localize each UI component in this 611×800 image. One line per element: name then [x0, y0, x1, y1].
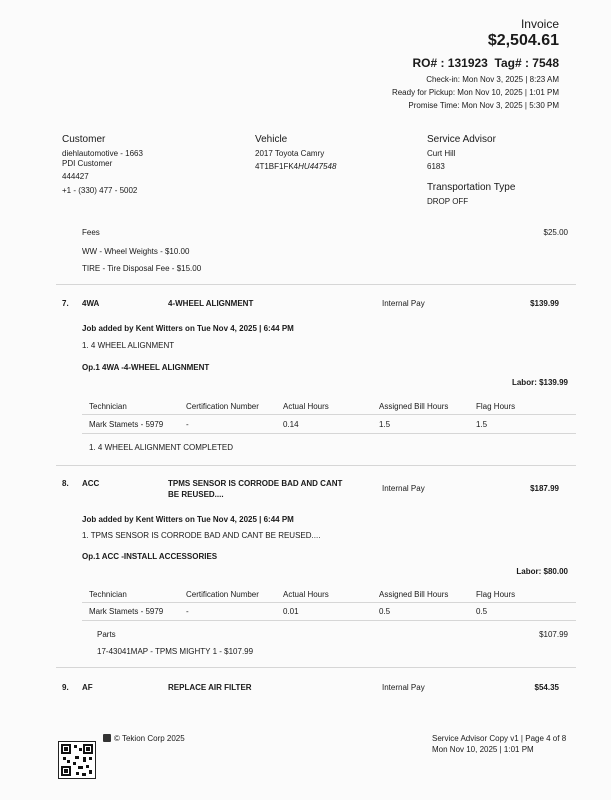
- parts-amount: $107.99: [539, 630, 568, 639]
- col-actual-hours: Actual Hours: [283, 402, 329, 411]
- col-technician: Technician: [89, 590, 127, 599]
- job-labor: Labor: $139.99: [511, 378, 568, 387]
- tag-number: Tag# : 7548: [494, 56, 559, 70]
- job-pay-type: Internal Pay: [382, 683, 425, 692]
- customer-phone: +1 - (330) 477 - 5002: [62, 186, 138, 195]
- parts-title: Parts: [97, 630, 116, 639]
- ro-number: RO# : 131923: [412, 56, 488, 70]
- transport-type: DROP OFF: [427, 197, 469, 206]
- job-concern: 1. 4 WHEEL ALIGNMENT: [82, 341, 175, 350]
- invoice-total: $2,504.61: [487, 32, 559, 49]
- col-certification: Certification Number: [186, 402, 259, 411]
- divider: [56, 667, 576, 668]
- job-completion-note: 1. 4 WHEEL ALIGNMENT COMPLETED: [89, 443, 234, 452]
- job-added: Job added by Kent Witters on Tue Nov 4, 2025 | 6:44 PM: [82, 515, 294, 524]
- job-concern: 1. TPMS SENSOR IS CORRODE BAD AND CANT BE REUSED....: [82, 531, 321, 540]
- col-assigned-hours: Assigned Bill Hours: [379, 402, 449, 411]
- vehicle-model: 2017 Toyota Camry: [255, 149, 325, 158]
- vehicle-heading: Vehicle: [255, 134, 288, 145]
- table-divider: [82, 414, 576, 415]
- col-flag-hours: Flag Hours: [476, 590, 516, 599]
- vin-prefix: 4T1BF1FK4: [255, 162, 299, 171]
- table-divider: [82, 602, 576, 603]
- job-number: 7.: [62, 299, 69, 308]
- ready-time: Ready for Pickup: Mon Nov 10, 2025 | 1:01 PM: [391, 88, 559, 97]
- job-amount: $139.99: [530, 299, 559, 308]
- job-pay-type: Internal Pay: [382, 484, 425, 493]
- fees-amount: $25.00: [543, 228, 568, 237]
- vehicle-vin: [255, 162, 336, 171]
- ro-tag-line: [412, 56, 559, 70]
- fee-item: WW - Wheel Weights - $10.00: [82, 247, 190, 256]
- advisor-number: 6183: [427, 162, 445, 171]
- fee-item: TIRE - Tire Disposal Fee - $15.00: [82, 264, 202, 273]
- col-technician: Technician: [89, 402, 127, 411]
- tech-flag: 0.5: [476, 607, 488, 616]
- job-operation: Op.1 ACC -INSTALL ACCESSORIES: [82, 552, 218, 561]
- job-title: REPLACE AIR FILTER: [168, 683, 252, 692]
- divider: [56, 284, 576, 285]
- customer-line2: PDI Customer: [62, 159, 113, 168]
- advisor-name: Curt Hill: [427, 149, 456, 158]
- job-title: 4-WHEEL ALIGNMENT: [168, 299, 254, 308]
- tech-actual: 0.01: [283, 607, 299, 616]
- job-title-line2: BE REUSED....: [168, 490, 224, 499]
- tekion-logo-icon: [103, 734, 111, 742]
- job-title-line1: TPMS SENSOR IS CORRODE BAD AND CANT: [168, 479, 343, 488]
- printed-time: Mon Nov 10, 2025 | 1:01 PM: [432, 745, 534, 754]
- promise-time: Promise Time: Mon Nov 3, 2025 | 5:30 PM: [408, 101, 559, 110]
- tech-name: Mark Stamets - 5979: [89, 420, 164, 429]
- tech-cert: -: [186, 607, 189, 616]
- tech-cert: -: [186, 420, 189, 429]
- job-amount: $54.35: [534, 683, 559, 692]
- vin-suffix: HU447548: [298, 162, 337, 171]
- part-line: 17-43041MAP - TPMS MIGHTY 1 - $107.99: [97, 647, 254, 656]
- table-divider: [82, 620, 576, 621]
- tech-assigned: 1.5: [379, 420, 391, 429]
- tech-actual: 0.14: [283, 420, 299, 429]
- doc-type: Invoice: [520, 17, 559, 31]
- qr-code-icon: [58, 741, 96, 779]
- fees-title: Fees: [82, 228, 100, 237]
- tech-assigned: 0.5: [379, 607, 391, 616]
- advisor-heading: Service Advisor: [427, 134, 496, 145]
- job-amount: $187.99: [530, 484, 559, 493]
- tech-name: Mark Stamets - 5979: [89, 607, 164, 616]
- copyright-text: © Tekion Corp 2025: [114, 734, 185, 743]
- copy-info: Service Advisor Copy v1 | Page 4 of 8: [432, 734, 567, 743]
- job-labor: Labor: $80.00: [516, 567, 568, 576]
- job-pay-type: Internal Pay: [382, 299, 425, 308]
- col-certification: Certification Number: [186, 590, 259, 599]
- customer-heading: Customer: [62, 134, 106, 145]
- job-code: ACC: [82, 479, 100, 488]
- col-assigned-hours: Assigned Bill Hours: [379, 590, 449, 599]
- copyright-line: [103, 734, 185, 743]
- job-number: 9.: [62, 683, 69, 692]
- customer-line1: diehlautomotive - 1663: [62, 149, 143, 158]
- job-number: 8.: [62, 479, 69, 488]
- transport-heading: Transportation Type: [427, 182, 516, 193]
- col-actual-hours: Actual Hours: [283, 590, 329, 599]
- job-code: 4WA: [82, 299, 100, 308]
- divider: [56, 465, 576, 466]
- table-divider: [82, 433, 576, 434]
- job-operation: Op.1 4WA -4-WHEEL ALIGNMENT: [82, 363, 210, 372]
- job-code: AF: [82, 683, 93, 692]
- customer-line3: 444427: [62, 172, 89, 181]
- tech-flag: 1.5: [476, 420, 488, 429]
- col-flag-hours: Flag Hours: [476, 402, 516, 411]
- check-in-time: Check-in: Mon Nov 3, 2025 | 8:23 AM: [426, 75, 559, 84]
- job-added: Job added by Kent Witters on Tue Nov 4, 2025 | 6:44 PM: [82, 324, 294, 333]
